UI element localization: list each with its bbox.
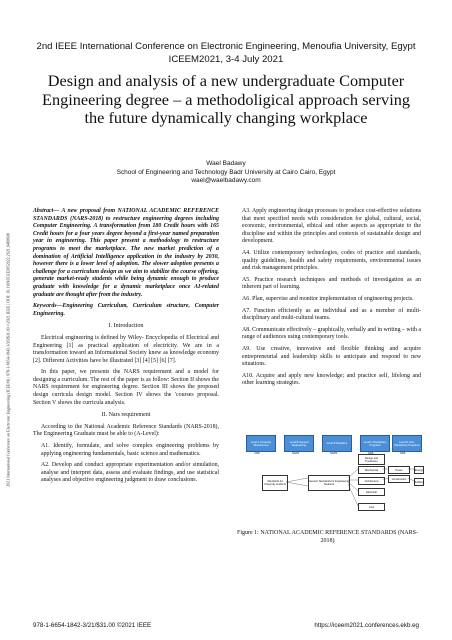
level-box: Level C Disciplinary Programs bbox=[360, 435, 390, 452]
abstract: Abstract— A new proposal from NATIONAL ACADEMIC REFERENCE STANDARDS (NARS-2018) to restructure engineering degrees including Computer Engineering. A transformation from 180 Credit hours with 165 Credit hours for a four years degree beyond a first-year named preparation year in engineering. This paper present a methodology to restructure programs to meet the marketplace. The new market prediction of a domination of Artificial Intelligence application in the industry by 2030, however there is a lower level of adoption. The slower adoption presents a challenge for a curriculum design as we aim to stabilize the course offering, generate market-ready students while being dynamic enough to produce graduate with knowledge for a dynamic marketplace once AI-related graduate are thought after from the industry. bbox=[33, 208, 219, 298]
node-design-production: Design and Production bbox=[358, 454, 385, 465]
intro-paragraph-1: Electrical engineering is defined by Wiley- Encyclopedia of Electrical and Engineering [1] as practical application of electricity. We are in a transformation toward an Informational Society knew as knowledge economy [2]. Different Activities have be illustrated [3] [4] [5] [6] [7]. bbox=[33, 334, 219, 364]
requirement-item: A5. Practice research techniques and methods of investigation as an inherent part of learning. bbox=[242, 276, 421, 291]
figure-caption: Figure 1: NATIONAL ACADEMIC REFERENCE STANDARDS (NARS-2018) bbox=[237, 530, 418, 544]
conference-line-2: ICEEM2021, 3-4 July 2021 bbox=[168, 54, 284, 65]
level-abbr: NARS bbox=[330, 452, 338, 455]
requirement-item: A2. Develop and conduct appropriate experimentation and/or simulation, analyse and interpret data, assess and evaluate findings, and use statistical analyses and objective engineering judgment to draw conclusions. bbox=[41, 462, 219, 484]
level-box: Level D Inter-Disciplinary Programs bbox=[392, 435, 422, 452]
intro-paragraph-2: In this paper, we presents the NARS requirement and a model for designing a curriculum. The rest of the paper is as follow: Section II shows the NARS requirement for engineering degree. Section III shows the proposed design curricula design model. Section IV shows the 'courses proposal. Section V shows the curricula analysis. bbox=[33, 369, 219, 406]
node-mechanical: Mechanical bbox=[358, 466, 385, 474]
nars-diagram bbox=[238, 433, 422, 515]
level-box: Level A University Requirement bbox=[246, 435, 276, 452]
side-identifier bbox=[3, 120, 13, 600]
requirement-item: A1. Identify, formulate, and solve complex engineering problems by applying engineering fundamentals, basic science and mathematics. bbox=[41, 443, 219, 457]
requirement-item: A8. Communicate effectively – graphically, verbally and in writing – with a range of audiences using contemporary tools. bbox=[242, 326, 421, 341]
requirement-item: A3. Apply engineering design processes to produce cost-effective solutions that meet specified needs with consideration for global, cultural, social, economic, environmental, ethical and other aspects as appropriate to the discipline and within the principles and contexts of sustainable design and development. bbox=[242, 208, 421, 245]
node-building: Building bbox=[414, 478, 424, 486]
paper-title: Design and analysis of a new undergraduate Computer Engineering degree – a methodoligical approach serving the future dynamically changing workplace bbox=[42, 71, 410, 128]
conference-header bbox=[0, 40, 452, 66]
level-abbr: NARS bbox=[292, 452, 300, 455]
node-electrical: Electrical bbox=[358, 488, 385, 496]
author-affiliation: School of Engineering and Technology Badr University at Cairo Cairo, Egypt bbox=[116, 168, 336, 176]
level-abbr: NRS bbox=[400, 452, 406, 455]
nars-paragraph-1: According to the National Academic Reference Standards (NARS-2018), The Engineering Graduate must be able to (A-Level): bbox=[33, 423, 219, 438]
standards-engineering-box: Generic Standards for Engineering Students bbox=[308, 475, 350, 491]
author-block bbox=[0, 160, 452, 186]
node-energy: Energy bbox=[414, 466, 424, 474]
node-power: Power bbox=[388, 466, 410, 474]
node-civil: Civil bbox=[358, 503, 385, 511]
requirement-item: A6. Plan, supervise and monitor implementation of engineering projects. bbox=[242, 295, 414, 302]
node-architecture: Architecture bbox=[358, 477, 385, 485]
left-column bbox=[33, 208, 219, 489]
conference-line-1: 2nd IEEE International Conference on Electronic Engineering, Menoufia University, Egypt bbox=[36, 41, 416, 52]
level-box: Level B General Engineering bbox=[284, 435, 314, 452]
author-email: wael@waelbadawy.com bbox=[191, 177, 261, 185]
footer-url: https://iceem2021.conferences.ekb.eg bbox=[314, 622, 419, 629]
author-name: Wael Badawy bbox=[206, 160, 246, 167]
standards-university-box: Standards for University students bbox=[262, 475, 288, 491]
section-heading-introduction: I. Introduction bbox=[108, 323, 144, 330]
right-column bbox=[234, 208, 421, 392]
section-heading-nars: II. Nars requirement bbox=[101, 412, 151, 419]
requirement-item: A4. Utilize contemporary technologies, codes of practice and standards, quality guidelines, health and safety requirements, environmental issues and risk management principles. bbox=[242, 249, 421, 272]
side-identifier-text: 2021 International Conference on Electronic Engineering (ICEEM) | 978-1-6654-1842-3/20/$31.00 ©2021 IEEE | DOI: 10.1109/ICEEM52022.2021.9480608 bbox=[5, 233, 11, 487]
node-construction: Construction bbox=[388, 475, 410, 483]
requirement-item: A7. Function efficiently as an individual and as a member of multi-disciplinary and multi-cultural teams. bbox=[242, 307, 421, 322]
level-box: Level B Discipline bbox=[322, 435, 352, 452]
requirement-item: A10. Acquire and apply new knowledge; and practice self, lifelong and other learning strategies. bbox=[242, 372, 421, 387]
requirement-item: A9. Use creative, innovative and flexible thinking and acquire entrepreneurial and leadership skills to anticipate and respond to new situations. bbox=[242, 345, 421, 368]
footer-isbn: 978-1-6654-1842-3/21/$31.00 ©2021 IEEE bbox=[33, 622, 152, 629]
keywords: Keywords—Engineering Curriculum, Curriculum structure, Computer Engineering. bbox=[33, 303, 219, 317]
level-abbr: UNR bbox=[254, 452, 260, 455]
level-abbr: NRS bbox=[368, 452, 374, 455]
